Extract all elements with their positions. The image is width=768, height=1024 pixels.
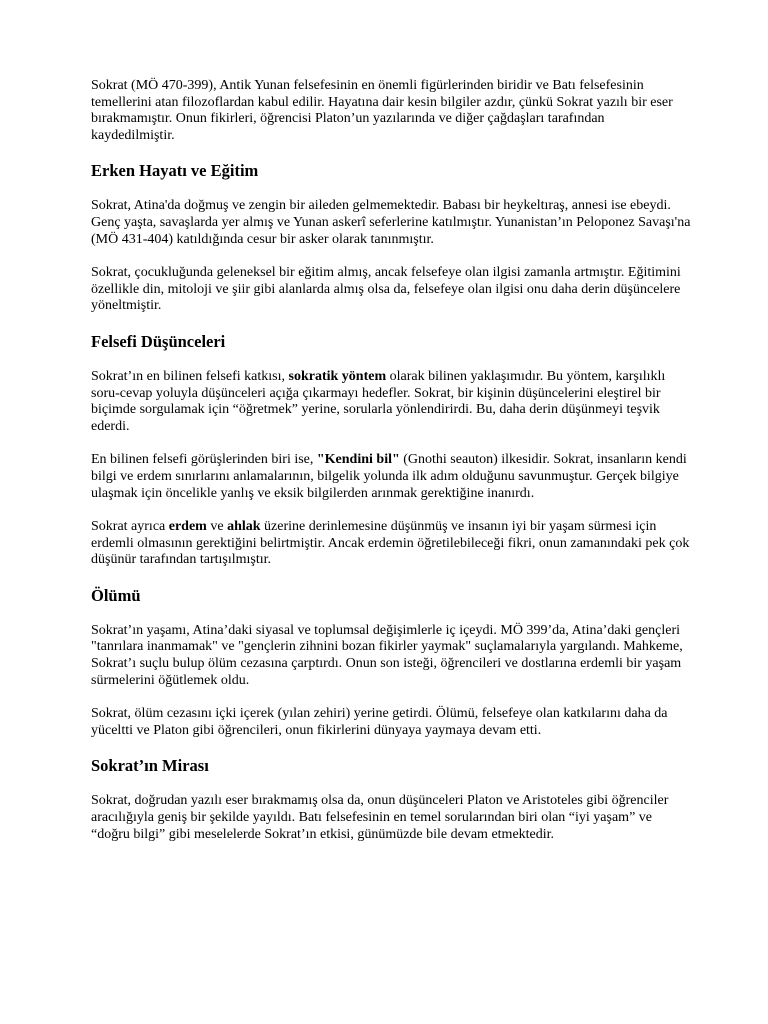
- text-run: Sokrat ayrıca: [91, 519, 169, 535]
- philosophy-paragraph-2: [91, 452, 691, 502]
- heading-early-life: Erken Hayatı ve Eğitim: [91, 161, 259, 181]
- text-run: Sokrat’ın en bilinen felsefi katkısı,: [91, 368, 289, 384]
- document-page: [91, 78, 691, 860]
- heading-death: Ölümü: [91, 585, 141, 605]
- bold-term-ethics: ahlak: [227, 519, 261, 535]
- early-life-paragraph-2: Sokrat, çocukluğunda geleneksel bir eğitim almış, ancak felsefeye olan ilgisi zamanla artmıştır. Eğitimini özellikle din, mitoloji ve şiir gibi alanlarda almış olsa da, felsefeye olan ilgisi onu daha derin düşüncelere yöneltmiştir.: [91, 265, 681, 314]
- heading-legacy: Sokrat’ın Mirası: [91, 756, 209, 776]
- bold-term-socratic-method: sokratik yöntem: [288, 368, 387, 384]
- legacy-paragraph-1: Sokrat, doğrudan yazılı eser bırakmamış olsa da, onun düşünceleri Platon ve Aristoteles gibi öğrenciler aracılığıyla geniş bir şekilde yayıldı. Batı felsefesinin en temel sorularından biri olan “iyi yaşam” ve “doğru bilgi” gibi meselelerde Sokrat’ın etkisi, günümüzde bile devam etmektedir.: [91, 793, 669, 842]
- text-run: En bilinen felsefi görüşlerinden biri ise,: [91, 452, 317, 468]
- text-run: olarak bilinen yaklaşımıdır. Bu yöntem, karşılıklı soru-cevap yoluyla düşünceleri açığa çıkarmayı hedefler. Sokrat, bir kişinin düşüncelerini eleştirel bir biçimde sorgulamak için “öğretmek” yerine, sorularla yönlendirirdi. Bu, daha derin düşünmeyi teşvik ederdi.: [91, 368, 666, 434]
- text-run: ve: [206, 519, 228, 535]
- death-paragraph-2: Sokrat, ölüm cezasını içki içerek (yılan zehiri) yerine getirdi. Ölümü, felsefeye olan katkılarını daha da yüceltti ve Platon gibi öğrencileri, onun fikirlerini dünyaya yaymaya devam etti.: [91, 706, 668, 738]
- bold-term-know-thyself: "Kendini bil": [316, 452, 400, 468]
- intro-paragraph: Sokrat (MÖ 470-399), Antik Yunan felsefesinin en önemli figürlerinden biridir ve Batı felsefesinin temellerini atan filozoflardan kabul edilir. Hayatına dair kesin bilgiler azdır, çünkü Sokrat yazılı bir eser bırakmamıştır. Onun fikirleri, öğrencisi Platon’un yazılarında ve diğer çağdaşları tarafından kaydedilmiştir.: [91, 78, 673, 143]
- text-run: (Gnothi seauton) ilkesidir. Sokrat, insanların kendi bilgi ve erdem sınırlarını anlamalarının, bilgelik yolunda ilk adım olduğunu savunmuştur. Gerçek bilgiye ulaşmak için öncelikle yanlış ve eksik bilgilerden arınmak gerektiğine inanırdı.: [91, 452, 687, 501]
- heading-philosophy: Felsefi Düşünceleri: [91, 331, 226, 351]
- philosophy-paragraph-1: [91, 369, 691, 435]
- philosophy-paragraph-3: [91, 519, 691, 569]
- death-paragraph-1: Sokrat’ın yaşamı, Atina’daki siyasal ve toplumsal değişimlerle iç içeydi. MÖ 399’da, Atina’daki gençleri "tanrılara inanmamak" ve "gençlerin zihnini bozan fikirler yaymak" suçlamalarıyla yargılandı. Mahkeme, Sokrat’ı suçlu bulup ölüm cezasına çarptırdı. Onun son isteği, öğrencileri ve dostlarına erdemli bir yaşam sürmelerini öğütlemek oldu.: [91, 622, 683, 688]
- bold-term-virtue: erdem: [168, 519, 207, 535]
- text-run: üzerine derinlemesine düşünmüş ve insanın iyi bir yaşam sürmesi için erdemli olmasının gerektiğini belirtmiştir. Ancak erdemin öğretilebileceği fikri, onun zamanındaki pek çok düşünür tarafından tartışılmıştır.: [91, 519, 690, 568]
- early-life-paragraph-1: Sokrat, Atina'da doğmuş ve zengin bir aileden gelmemektedir. Babası bir heykeltıraş, annesi ise ebeydi. Genç yaşta, savaşlarda yer almış ve Yunan askerî seferlerine katılmıştır. Yunanistan’ın Peloponez Savaşı'na (MÖ 431-404) katıldığında cesur bir asker olarak tanınmıştır.: [91, 198, 691, 247]
